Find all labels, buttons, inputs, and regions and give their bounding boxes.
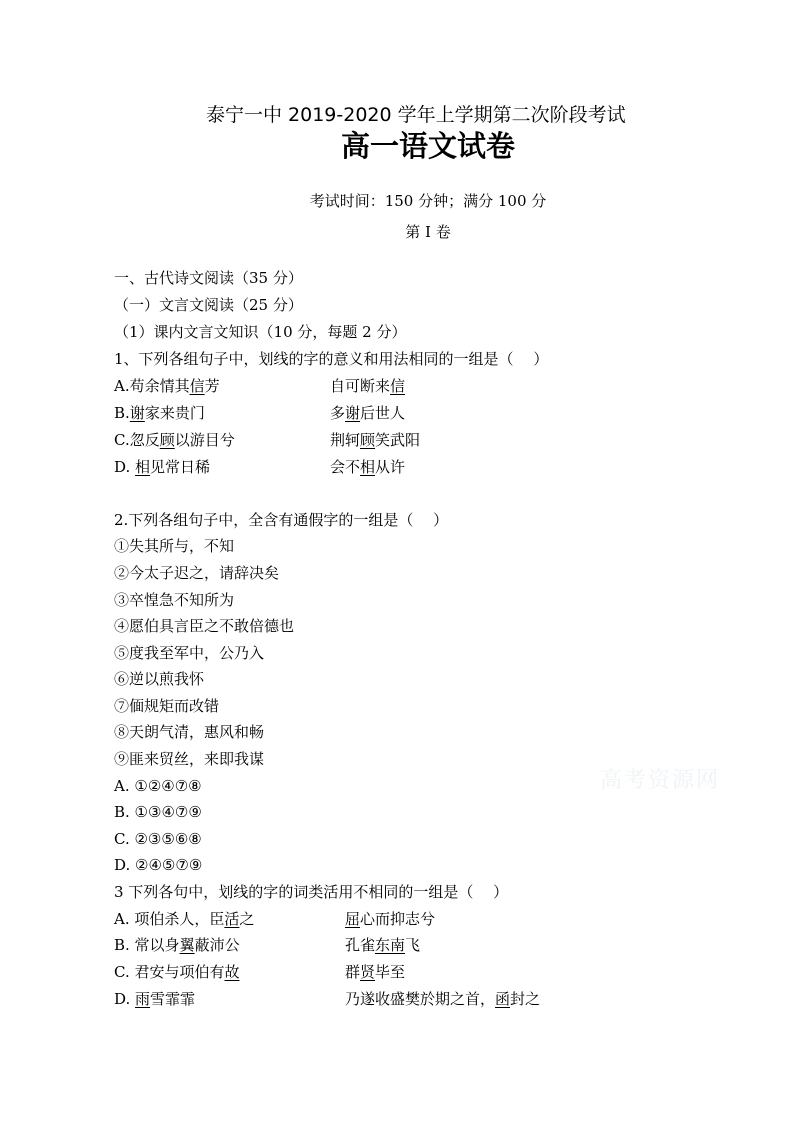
q2-item: ⑧天朗气清，惠风和畅	[114, 723, 265, 741]
q1-option-b-left: B.谢家来贵门	[114, 404, 205, 422]
q1-option-d-right: 会不相从许	[330, 458, 406, 476]
exam-info: 考试时间：150 分钟；满分 100 分	[309, 192, 547, 210]
q2-item: ①失其所与，不知	[114, 537, 235, 555]
q2-item: ⑤度我至军中，公乃入	[114, 644, 265, 662]
q1-option-d-left: D. 相见常日稀	[114, 458, 211, 476]
q1-option-c-left: C.忽反顾以游目兮	[114, 431, 235, 449]
q3-option-a-left: A. 项伯杀人，臣活之	[114, 910, 255, 928]
q3-option-a-right: 屈心而抑志兮	[345, 910, 436, 928]
question-1-stem: 1、下列各组句子中，划线的字的意义和用法相同的一组是（ ）	[114, 350, 549, 368]
q1-option-a-left: A.苟余情其信芳	[114, 377, 220, 395]
q3-option-c-left: C. 君安与项伯有故	[114, 963, 240, 981]
question-3-stem: 3 下列各句中，划线的字的词类活用不相同的一组是（ ）	[114, 883, 509, 901]
subsubsection-heading: （1）课内文言文知识（10 分，每题 2 分）	[114, 323, 407, 341]
q2-item: ②今太子迟之，请辞决矣	[114, 564, 280, 582]
q2-item: ⑥逆以煎我怀	[114, 670, 205, 688]
q3-option-b-right: 孔雀东南飞	[345, 936, 421, 954]
q2-option-c: C. ②③⑤⑥⑧	[114, 830, 202, 848]
section-heading: 一、古代诗文阅读（35 分）	[114, 269, 303, 287]
q2-item: ④愿伯具言臣之不敢倍德也	[114, 617, 295, 635]
q2-item: ⑦偭规矩而改错	[114, 697, 220, 715]
question-2-stem: 2.下列各组句子中，全含有通假字的一组是（ ）	[114, 511, 449, 529]
subsection-heading: （一）文言文阅读（25 分）	[114, 296, 303, 314]
school-exam-line: 泰宁一中 2019-2020 学年上学期第二次阶段考试	[206, 104, 626, 126]
q2-option-d: D. ②④⑤⑦⑨	[114, 856, 203, 874]
q1-option-b-right: 多谢后世人	[330, 404, 406, 422]
q2-item: ⑨匪来贸丝，来即我谋	[114, 750, 265, 768]
paper-title: 高一语文试卷	[340, 129, 515, 163]
q2-option-b: B. ①③④⑦⑨	[114, 803, 202, 821]
q3-option-c-right: 群贤毕至	[345, 963, 406, 981]
q2-option-a: A. ①②④⑦⑧	[114, 777, 202, 795]
q2-item: ③卒惶急不知所为	[114, 591, 235, 609]
watermark: 高考资源网	[600, 768, 721, 793]
volume-label: 第 I 卷	[405, 223, 451, 241]
q3-option-d-left: D. 雨雪霏霏	[114, 990, 196, 1008]
q1-option-c-right: 荆轲顾笑武阳	[330, 431, 421, 449]
q3-option-d-right: 乃遂收盛樊於期之首，函封之	[345, 990, 541, 1008]
q1-option-a-right: 自可断来信	[330, 377, 406, 395]
q3-option-b-left: B. 常以身翼蔽沛公	[114, 936, 240, 954]
